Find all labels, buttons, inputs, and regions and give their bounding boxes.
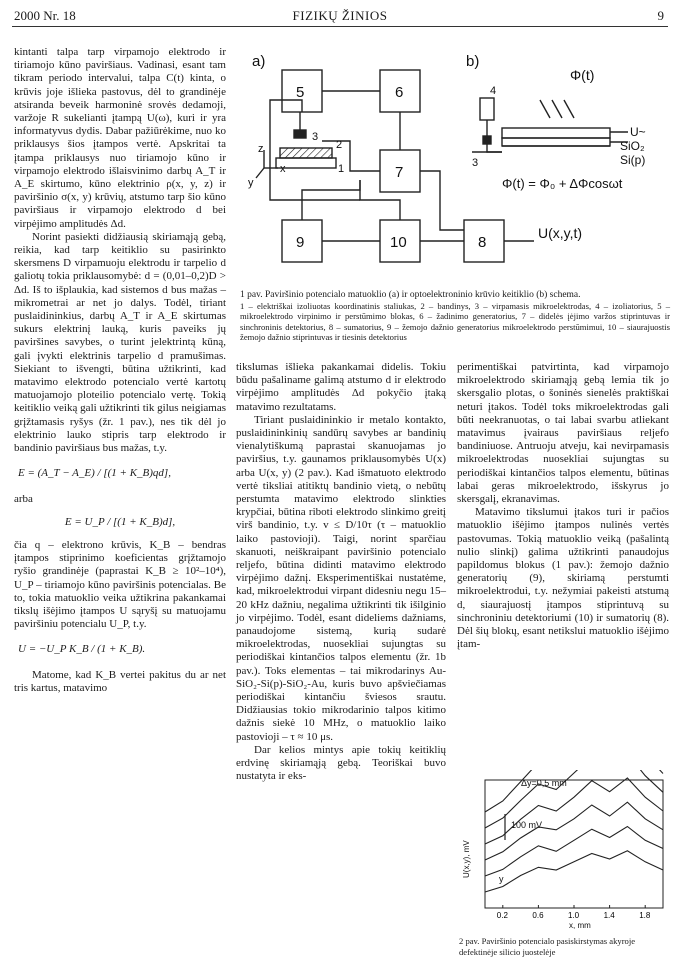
equation: E = U_P / [(1 + K_B)d], [64, 515, 176, 528]
figure-1-schematic [240, 40, 672, 288]
figure-2-chart [459, 770, 671, 930]
phi-formula: Φ(t) = Φ₀ + ΔΦcosωt [502, 176, 623, 191]
output-label: U(x,y,t) [538, 225, 583, 241]
u-tilde-label: U~ [630, 125, 646, 139]
paragraph: Tiriant puslaidininkio ir metalo kontakto, puslaidininkinių sandūrų savybes ar bandinių vienalytiškumą paprastai skanuojamas jo paviršius, t.y. gaunamos priklausomybės U(x) arba U(x, y) (2 pav.). Kad išmatuoto elektrodo vertė tiksliai atitiktų bandinio vietą, o nebūtų perstumta matavimo elektrodo slinkties krypčiai, būtina riboti elektrodo slinkimo greitį virš bandinio, t.y. v ≤ D/10τ (τ – matuoklio laiko pastovioji). Taigi, norint sparčiau skanuoti, neiškraipant paviršinio potencialo reljefo, būtina didinti matavimo elektrodo virpėjimo dažnį. Eksperimentiškai nustatėme, kad, mikroelektrodui virpant didesniu negu 15–20 kHz dažniu, negalima užtikrinti tik išilginio jo virpėjimo. Todėl, esant dideliems dažniams, panaudojome sistemą, kurią sudarė mikroelektrodas, nuosekliai sujungtas su periodiškai kintančios talpos elementu (žr. 1b pav.). Toks elementas – tai mikrodarinys Au-SiO₂-Si(p)-SiO₂-Au, kuris buvo apšviečiamas periodiškai kintančiu šviesos srautu. Didžiausias tokio mikrodarinio talpos kitimo dažnis siekė 10 MHz, o matuoklio laiko pastovioji – τ ≈ 10 μs. [236, 413, 446, 743]
axis-y: y [248, 177, 254, 189]
caption-body: 1 – elektriškai izoliuotas koordinatinis staliukas, 2 – bandinys, 3 – virpamasis mikroelektrodas, 4 – izoliatorius, 5 – mikroelektrodo virpinimo ir perstūmimo blokas, 6 – žadinimo generatorius, 7 – didelės įėjimo varžos stiprintuvas ir sinchroninis detektorius, 8 – sumatorius, 9 – žemojo dažnio generatorius mikroelektrodo perstūmimui, 10 – siaurajuostis žemojo dažnio stiprintuvas ir tiesinis detektorius [240, 300, 670, 342]
sio2-label: SiO₂ [620, 139, 645, 153]
block-9-label: 9 [296, 234, 305, 251]
paragraph: Matome, kad K_B vertei pakitus du ar net tris kartus, matavimo [14, 668, 226, 694]
num-2: 2 [336, 139, 343, 151]
page-number: 9 [657, 8, 664, 23]
series-line-3 [485, 802, 663, 860]
column-3 [457, 361, 669, 651]
num-1: 1 [338, 163, 345, 175]
series-line-1 [485, 851, 663, 892]
series-line-6 [485, 770, 663, 812]
paragraph: kintanti talpa tarp virpamojo elektrodo ir tiriamojo kūno paviršiaus. Vadinasi, esant tam tikram periodo intervalui, talpa C(t) kinta, o krūvis joje išlieka pastovus, dėl to grandinėje atsiranda beveik harmoninė srovės dedamoji, varžoje R sukelianti įtampą U(ω), kuri ir yra informatyvus dydis. Dabar pažiūrėkime, nuo ko priklausys šios įtampos vertė. Apskritai ta įtampa priklausys nuo tiriamojo kūno ir virpamojo elektrodo išlaisvinimo darbų A_T ir A_E skirtumo, kūno elektrinio ρ(x, y, z) ir paviršinio σ(x, y) krūvių, atstumo tarp šio kūno paviršiaus ir virpamojo elektrodo d bei virpėjimo amplitudės Δd. [14, 46, 226, 230]
journal-title: FIZIKŲ ŽINIOS [292, 8, 388, 23]
axis-x: x [280, 163, 286, 175]
paragraph: perimentiškai patvirtinta, kad virpamojo mikroelektrodo skiriamąją gebą lemia tik jo skersgalio plotas, o šoninės sienelės praktiškai neturi įtakos. Todėl toks mikroelektrodas gali būti neekranuotas, o tai labai svarbu atliekant matavimus įvairaus paviršiaus reljefo bandiniuose. Antruoju atveju, kai nevirpamasis mikroelektrodas nuosekliai sujungtas su periodiškai kintančios talpos elementu, būtinas labai geras mikroelektrodo, išskyrus jo skersgalį, ekranavimas. [457, 361, 669, 506]
num-3: 3 [312, 131, 319, 143]
paragraph: Dar kelios mintys apie tokių keitiklių erdvinę skiriamąją gebą. Teoriškai buvo nustatyta ir eks- [236, 743, 446, 783]
y-arrow-label: y [499, 874, 504, 884]
y-axis-label: U(x,y), mV [462, 840, 471, 878]
block-10-label: 10 [390, 234, 407, 251]
x-tick-label: 0.6 [532, 911, 544, 920]
phi-label: Φ(t) [570, 67, 595, 83]
issue-number: 2000 Nr. 18 [14, 8, 76, 23]
x-tick-label: 0.2 [496, 911, 508, 920]
plot-frame [485, 780, 663, 908]
figure-1-caption [240, 290, 670, 343]
num-4: 4 [490, 85, 497, 97]
label-b: b) [466, 53, 480, 70]
equation: U = −U_P K_B / (1 + K_B). [18, 643, 146, 656]
caption-title: 1 pav. Paviršinio potencialo matuoklio (a) ir optoelektroninio krūvio keitiklio (b) schema. [240, 290, 581, 300]
paragraph: Matavimo tikslumui įtakos turi ir pačios matuoklio išėjimo įtampos nulinės vertės pastovumas. Tokią matuoklio veiką (pašalintą nulio slinkį) galima užtikrinti panaudojus papildomus blokus (1 pav.): žemojo dažnio generatorių (9), skiriamą perstumti mikroelektrodui, t.y. nežymiai pakeisti atstumą d, siaurajuostį įtampos stiprintuvą su sinchroniniu detektoriumi (10) ir sumatorių (8). Dėl šių blokų, esant netikslui matuoklio išėjimo įtam- [457, 506, 669, 651]
scale-annotation: 100 mV [511, 820, 543, 830]
x-axis-label: x, mm [569, 921, 591, 930]
column-2 [236, 361, 446, 784]
paragraph: čia q – elektrono krūvis, K_B – bendras įtampos stiprinimo koeficientas grįžtamojo ryšio grandinėje (paprastai K_B ≥ 10²–10⁴), U_P – tiriamojo kūno paviršinis potencialas. Be to, tokia matuoklio veika užtikrina pakankamai tikslų išėjimo įtampos U sąryšį su matuojamu paviršiniu potencialu U_P, t.y. [14, 538, 226, 631]
dy-annotation: Δy=0,5 mm [521, 778, 567, 788]
num-3b: 3 [472, 157, 479, 169]
x-tick-label: 1.4 [603, 911, 615, 920]
block-6-label: 6 [395, 84, 404, 101]
figure-2-caption: 2 pav. Paviršinio potencialo pasiskirstymas akyroje defektinėje silicio juostelėje [459, 936, 636, 957]
paragraph: arba [14, 492, 33, 505]
equation: E = (A_T − A_E) / [(1 + K_B)qd], [18, 467, 171, 480]
label-a: a) [252, 53, 266, 70]
block-8-label: 8 [478, 234, 487, 251]
x-tick-label: 1.0 [568, 911, 580, 920]
block-7-label: 7 [395, 164, 404, 181]
block-5-label: 5 [296, 84, 305, 101]
axis-z: z [258, 143, 264, 155]
page-header [0, 6, 680, 28]
header-rule [12, 26, 668, 27]
column-1 [14, 46, 226, 695]
sip-label: Si(p) [620, 153, 646, 167]
series-line-2 [485, 827, 663, 877]
x-tick-label: 1.8 [639, 911, 651, 920]
paragraph: tikslumas išlieka pakankamai didelis. Tokiu būdu pašaliname galimą atstumo d ir elektrodo virpėjimo amplitudės Δd pokyčio įtaką matavimo rezultatams. [236, 361, 446, 413]
paragraph: Norint pasiekti didžiausią skiriamąją gebą, reikia, kad tarp keitiklio su pasirinkto skersmens D virpamuoju elektrodu ir tarpelio d galiotų tokia priklausomybė: d = (0,01–0,2)D > Δd. Iš to išplaukia, kad sistemos d bus mažas – mikrometrai ar net jo dalys. Todėl, tiriant puslaidininkius, darbų A_T ir A_E skirtumas sukurs elektrinį lauką, kuris paveiks jų paviršines savybes, o turint jelektrintą kūną, gali įvykti elektrinis tarpelio d pramušimas. Siekiant to išvengti, būtina užtikrinti, kad matavimo elektrodo potencialo vertė kartotų matuojamojo ploteilio potencialo vertę. Tokią keitiklio veiką gali užtikrinti tik gilus neigiamas grįžtamasis ryšys (žr. 1 pav.), nes tik dėl jo elektrinio lauko stipris tarp elektrodo ir bandinio paviršiaus bus mažas, t.y. [14, 230, 226, 455]
